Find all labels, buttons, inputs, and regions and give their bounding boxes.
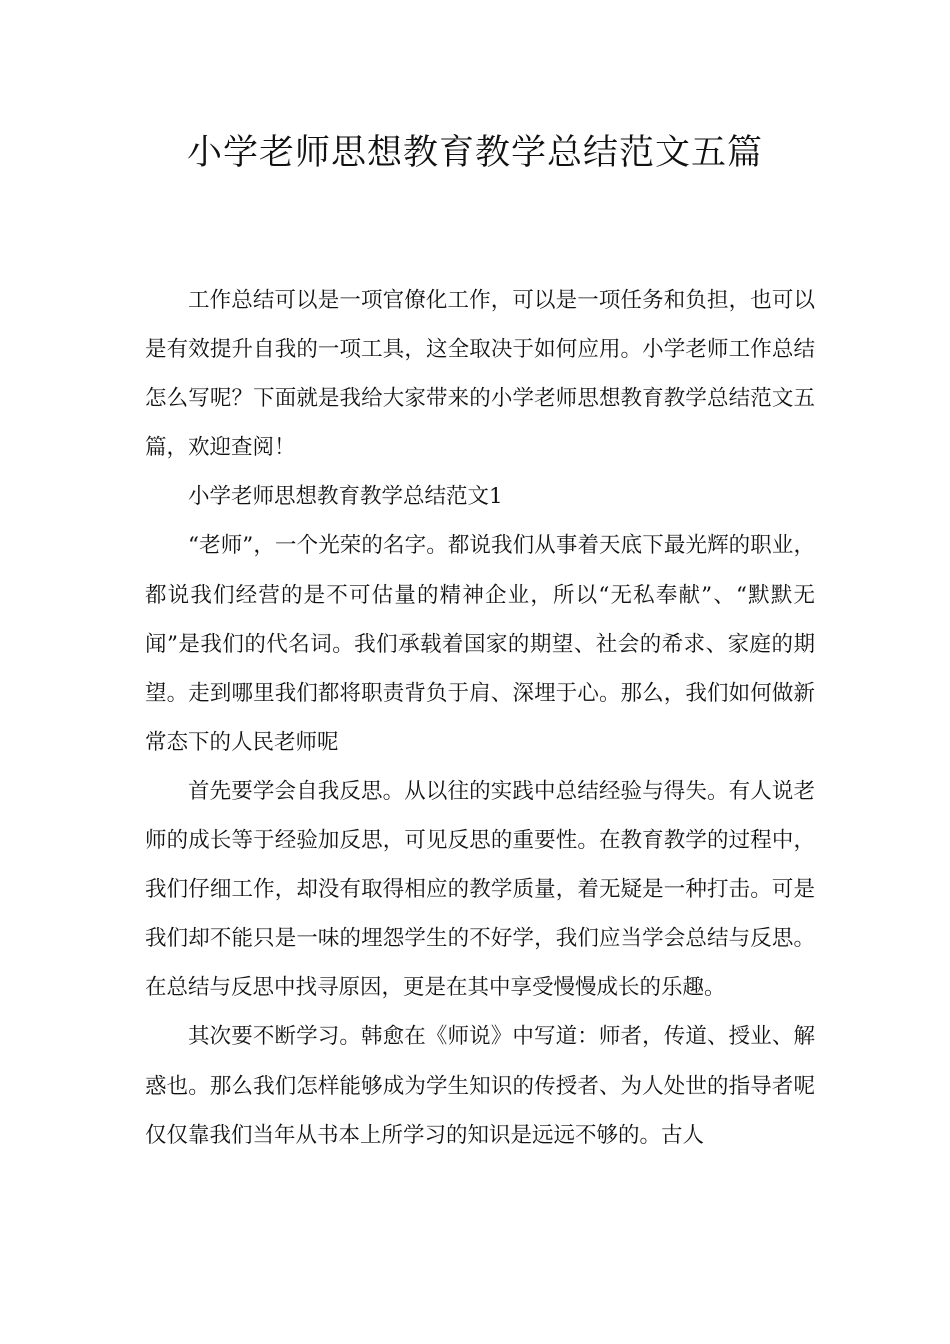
body-paragraph: “老师”，一个光荣的名字。都说我们从事着天底下最光辉的职业，都说我们经营的是不可估量的精神企业，所以“无私奉献”、“默默无闻”是我们的代名词。我们承载着国家的期望、社会的希求、家庭的期望。走到哪里我们都将职责背负于肩、深埋于心。那么，我们如何做新常态下的人民老师呢 <box>145 533 815 755</box>
document-title: 小学老师思想教育教学总结范文五篇 <box>186 133 763 173</box>
body-paragraph: 首先要学会自我反思。从以往的实践中总结经验与得失。有人说老师的成长等于经验加反思，可见反思的重要性。在教育教学的过程中，我们仔细工作，却没有取得相应的教学质量，着无疑是一种打击。可是我们却不能只是一味的埋怨学生的不好学，我们应当学会总结与反思。在总结与反思中找寻原因，更是在其中享受慢慢成长的乐趣。 <box>145 778 815 1001</box>
intro-paragraph: 工作总结可以是一项官僚化工作，可以是一项任务和负担，也可以是有效提升自我的一项工具，这全取决于如何应用。小学老师工作总结怎么写呢？下面就是我给大家带来的小学老师思想教育教学总结范文五篇，欢迎查阅！ <box>145 288 815 461</box>
section-heading: 小学老师思想教育教学总结范文1 <box>188 484 503 510</box>
document-body <box>145 276 815 1160</box>
body-paragraph: 其次要不断学习。韩愈在《师说》中写道：师者，传道、授业、解惑也。那么我们怎样能够成为学生知识的传授者、为人处世的指导者呢仅仅靠我们当年从书本上所学习的知识是远远不够的。古人 <box>145 1024 815 1148</box>
